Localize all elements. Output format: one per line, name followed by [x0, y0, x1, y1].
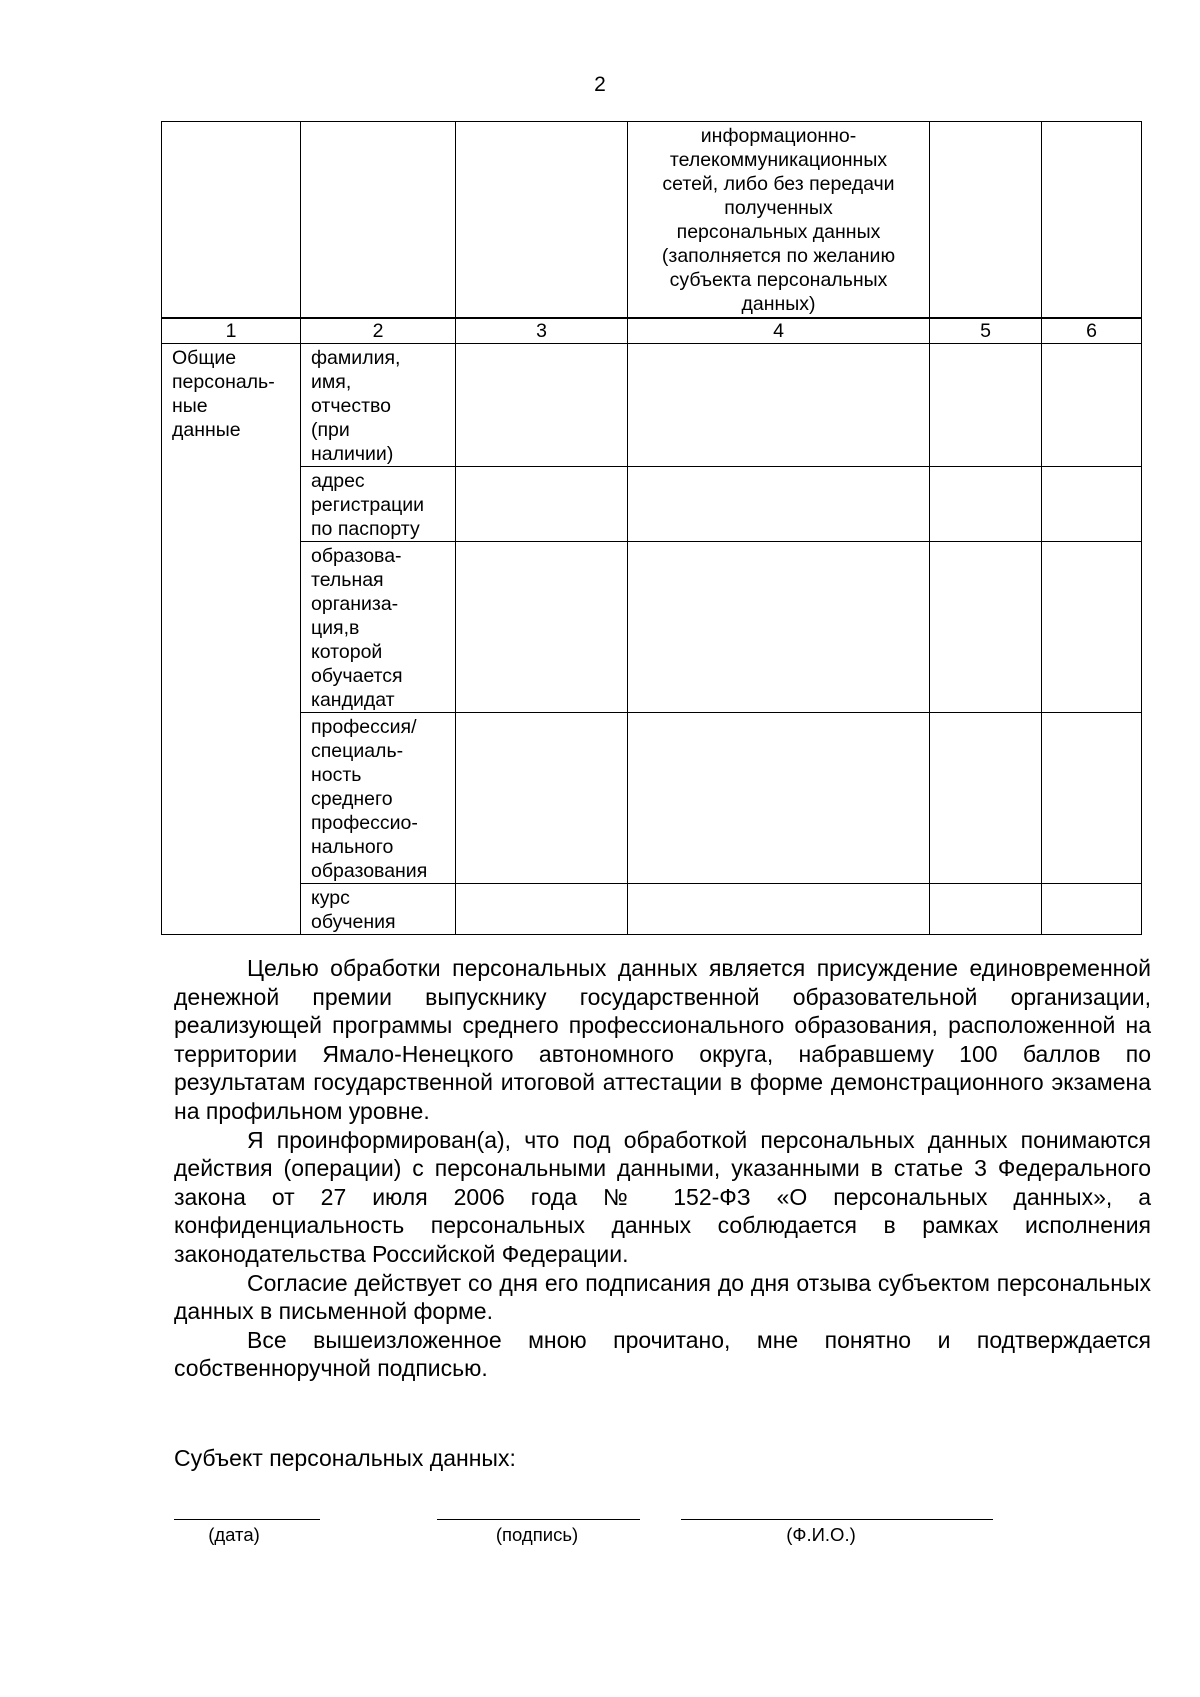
table-cell	[456, 541, 628, 712]
header-line: персональных данных	[676, 221, 881, 243]
table-cell	[930, 883, 1042, 934]
table-cell	[628, 541, 930, 712]
item-line: среднего	[311, 787, 393, 810]
table-cell	[1042, 541, 1142, 712]
table-cell	[456, 883, 628, 934]
item-line: образования	[311, 859, 428, 882]
table-cell	[628, 343, 930, 466]
table-cell	[456, 712, 628, 883]
header-line: информационно-	[700, 125, 857, 147]
table-cell	[1042, 122, 1142, 318]
item-line: адрес	[311, 469, 365, 492]
column-number: 4	[628, 318, 930, 344]
paragraph-informed: Я проинформирован(а), что под обработкой персональных данных понимаются действия (операции) с персональными данными, указанными в статье 3 Федерального закона от 27 июля 2006 года № 152-ФЗ «О персональных данных», а конфиденциальность персональных данных соблюдается в рамках исполнения законодательства Российской Федерации.	[174, 1126, 1151, 1267]
table-cell	[930, 541, 1042, 712]
column-number: 6	[1042, 318, 1142, 344]
item-line: тельная	[311, 568, 384, 591]
column-number: 2	[301, 318, 456, 344]
column-number: 3	[456, 318, 628, 344]
item-line: обучения	[311, 910, 396, 933]
item-line: нального	[311, 835, 394, 858]
item-line: ция,в	[311, 616, 360, 639]
date-line	[174, 1519, 320, 1520]
category-cell	[162, 343, 301, 934]
category-line: Общие	[172, 346, 237, 369]
table-cell	[456, 122, 628, 318]
paragraph-confirmation: Все вышеизложенное мною прочитано, мне понятно и подтверждается собственноручной подписью.	[174, 1326, 1151, 1382]
table-cell	[930, 466, 1042, 541]
item-line: образова-	[311, 544, 402, 567]
item-line: ность	[311, 763, 362, 786]
item-line: организа-	[311, 592, 399, 615]
full-name-label: (Ф.И.О.)	[786, 1524, 856, 1545]
item-line: кандидат	[311, 688, 395, 711]
item-line: отчество	[311, 394, 392, 417]
item-line: (при	[311, 418, 350, 441]
header-line: (заполняется по желанию	[661, 245, 896, 267]
data-item-cell	[301, 541, 456, 712]
header-line: сетей, либо без передачи	[662, 173, 895, 195]
table-row	[162, 541, 1142, 712]
paragraph-purpose: Целью обработки персональных данных является присуждение единовременной денежной премии выпускнику государственной образовательной организации, реализующей программы среднего профессионального образования, расположенной на территории Ямало-Ненецкого автономного округа, набравшему 100 баллов по результатам государственной итоговой аттестации в форме демонстрационного экзамена на профильном уровне.	[174, 955, 1151, 1124]
subject-label: Субъект персональных данных:	[174, 1445, 516, 1471]
table-cell	[301, 122, 456, 318]
table-row	[162, 883, 1142, 934]
table-row	[162, 712, 1142, 883]
consent-body-text	[174, 954, 1151, 1383]
paragraph-validity: Согласие действует со дня его подписания до дня отзыва субъектом персональных данных в письменной форме.	[174, 1269, 1151, 1325]
column-number: 1	[162, 318, 301, 344]
table-cell	[628, 883, 930, 934]
data-item-cell	[301, 883, 456, 934]
header-line: субъекта персональных	[669, 269, 888, 291]
item-line: которой	[311, 640, 383, 663]
category-line: персональ-	[172, 370, 275, 393]
table-header-continuation-row	[162, 122, 1142, 318]
table-cell	[628, 712, 930, 883]
page-number: 2	[594, 73, 606, 96]
column-number-row	[162, 318, 1142, 344]
item-line: профессия/	[311, 715, 417, 738]
item-line: по паспорту	[311, 517, 420, 540]
column-number: 5	[930, 318, 1042, 344]
table-cell	[1042, 883, 1142, 934]
item-line: регистрации	[311, 493, 425, 516]
item-line: наличии)	[311, 442, 394, 465]
table-cell	[930, 712, 1042, 883]
table-cell	[930, 343, 1042, 466]
category-line: данные	[172, 418, 241, 441]
category-line: ные	[172, 394, 208, 417]
table-cell	[628, 466, 930, 541]
item-line: профессио-	[311, 811, 418, 834]
header-line: телекоммуникационных	[669, 149, 888, 171]
table-cell	[1042, 466, 1142, 541]
data-item-cell	[301, 466, 456, 541]
item-line: специаль-	[311, 739, 404, 762]
item-line: курс	[311, 886, 350, 909]
item-line: обучается	[311, 664, 403, 687]
item-line: фамилия,	[311, 346, 401, 369]
data-item-cell	[301, 712, 456, 883]
signature-label: (подпись)	[495, 1524, 579, 1545]
table-cell	[456, 343, 628, 466]
table-cell	[930, 122, 1042, 318]
data-item-cell	[301, 343, 456, 466]
header-line: данных)	[741, 293, 816, 315]
header-line: полученных	[724, 197, 833, 219]
personal-data-table	[161, 121, 1142, 935]
signature-line	[437, 1519, 640, 1520]
table-cell	[162, 122, 301, 318]
full-name-line	[681, 1519, 993, 1520]
table-row	[162, 343, 1142, 466]
table-cell	[456, 466, 628, 541]
table-cell	[1042, 712, 1142, 883]
item-line: имя,	[311, 370, 352, 393]
date-label: (дата)	[208, 1524, 260, 1545]
table-row	[162, 466, 1142, 541]
table-cell	[1042, 343, 1142, 466]
header-cell-col4	[628, 122, 930, 318]
